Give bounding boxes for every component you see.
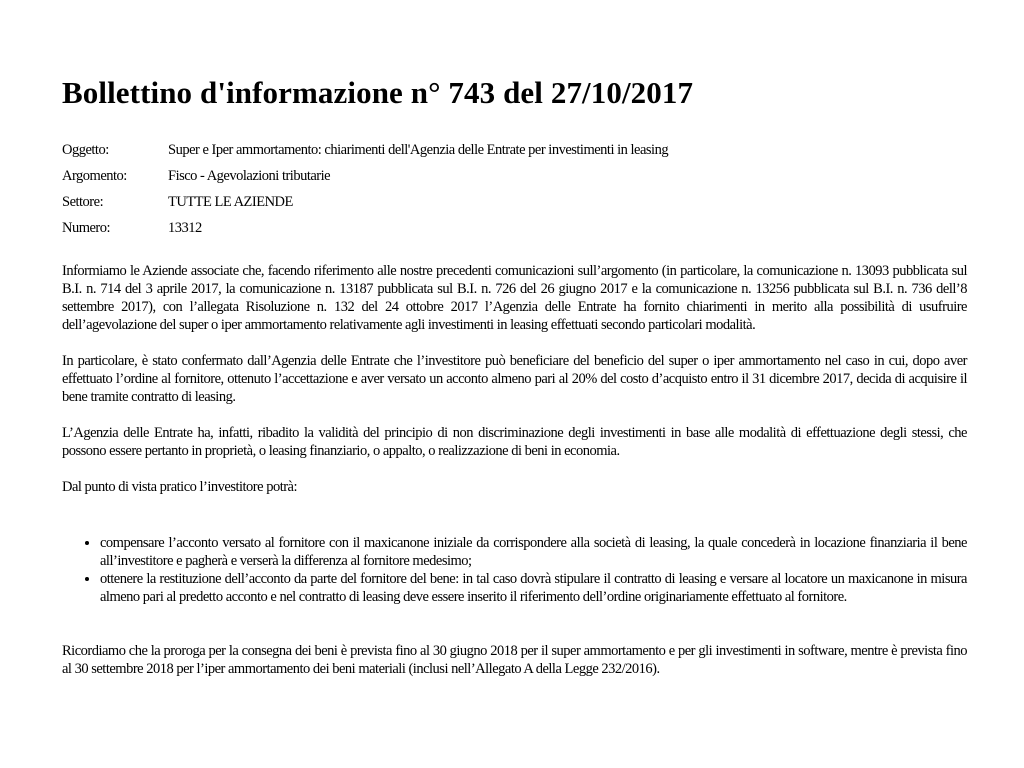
meta-label: Settore: <box>62 194 104 210</box>
list-item: • compensare l’acconto versato al fornitore con il maxicanone iniziale da corrispondere alla società di leasing, la quale concederà in locazione finanziaria il bene all’investitore e pagherà e verserà la differenza al fornitore medesimo; <box>100 534 967 570</box>
meta-value: Fisco - Agevolazioni tributarie <box>168 168 331 184</box>
meta-value: TUTTE LE AZIENDE <box>168 194 293 210</box>
meta-row-numero <box>62 215 668 241</box>
metadata-table <box>62 137 668 241</box>
meta-row-argomento <box>62 163 668 189</box>
paragraph: L’Agenzia delle Entrate ha, infatti, ribadito la validità del principio di non discriminazione degli investimenti in base alle modalità di effettuazione degli stessi, che possono essere pertanto in proprietà, o leasing finanziario, o appalto, o realizzazione di beni in economia. <box>62 425 967 459</box>
meta-label: Oggetto: <box>62 142 109 158</box>
meta-label: Numero: <box>62 220 111 236</box>
paragraph: Dal punto di vista pratico l’investitore potrà: <box>62 479 298 495</box>
closing-paragraph: Ricordiamo che la proroga per la consegna dei beni è prevista fino al 30 giugno 2018 per il super ammortamento e per gli investimenti in software, mentre è prevista fino al 30 settembre 2018 per l’iper ammortamento dei beni materiali (inclusi nell’Allegato A della Legge 232/2016). <box>62 643 967 677</box>
list-item: • ottenere la restituzione dell’acconto da parte del fornitore del bene: in tal caso dovrà stipulare il contratto di leasing e versare al locatore un maxicanone in misura almeno pari al predetto acconto e nel contratto di leasing deve essere inserito il riferimento dell’ordine originariamente effettuato al fornitore. <box>100 570 967 606</box>
meta-row-settore <box>62 189 668 215</box>
paragraph: Informiamo le Aziende associate che, facendo riferimento alle nostre precedenti comunicazioni sull’argomento (in particolare, la comunicazione n. 13093 pubblicata sul B.I. n. 714 del 3 aprile 2017, la comunicazione n. 13187 pubblicata sul B.I. n. 726 del 26 giugno 2017 e la comunicazione n. 13256 pubblicata sul B.I. n. 736 dell’8 settembre 2017), con l’allegata Risoluzione n. 132 del 24 ottobre 2017 l’Agenzia delle Entrate ha fornito chiarimenti in merito alla possibilità di usufruire dell’agevolazione del super o iper ammortamento relativamente agli investimenti in leasing effettuati secondo particolari modalità. <box>62 263 967 333</box>
meta-value: Super e Iper ammortamento: chiarimenti dell'Agenzia delle Entrate per investimenti in leasing <box>168 142 669 158</box>
meta-label: Argomento: <box>62 168 127 184</box>
meta-row-oggetto <box>62 137 668 163</box>
page-title: Bollettino d'informazione n° 743 del 27/10/2017 <box>62 75 694 110</box>
paragraph: In particolare, è stato confermato dall’Agenzia delle Entrate che l’investitore può beneficiare del beneficio del super o iper ammortamento nel caso in cui, dopo aver effettuato l’ordine al fornitore, ottenuto l’accettazione e aver versato un acconto almeno pari al 20% del costo d’acquisto entro il 31 dicembre 2017, decida di acquisire il bene tramite contratto di leasing. <box>62 353 967 405</box>
bullet-list <box>62 534 967 606</box>
meta-value: 13312 <box>168 220 202 236</box>
document-body <box>62 262 967 696</box>
